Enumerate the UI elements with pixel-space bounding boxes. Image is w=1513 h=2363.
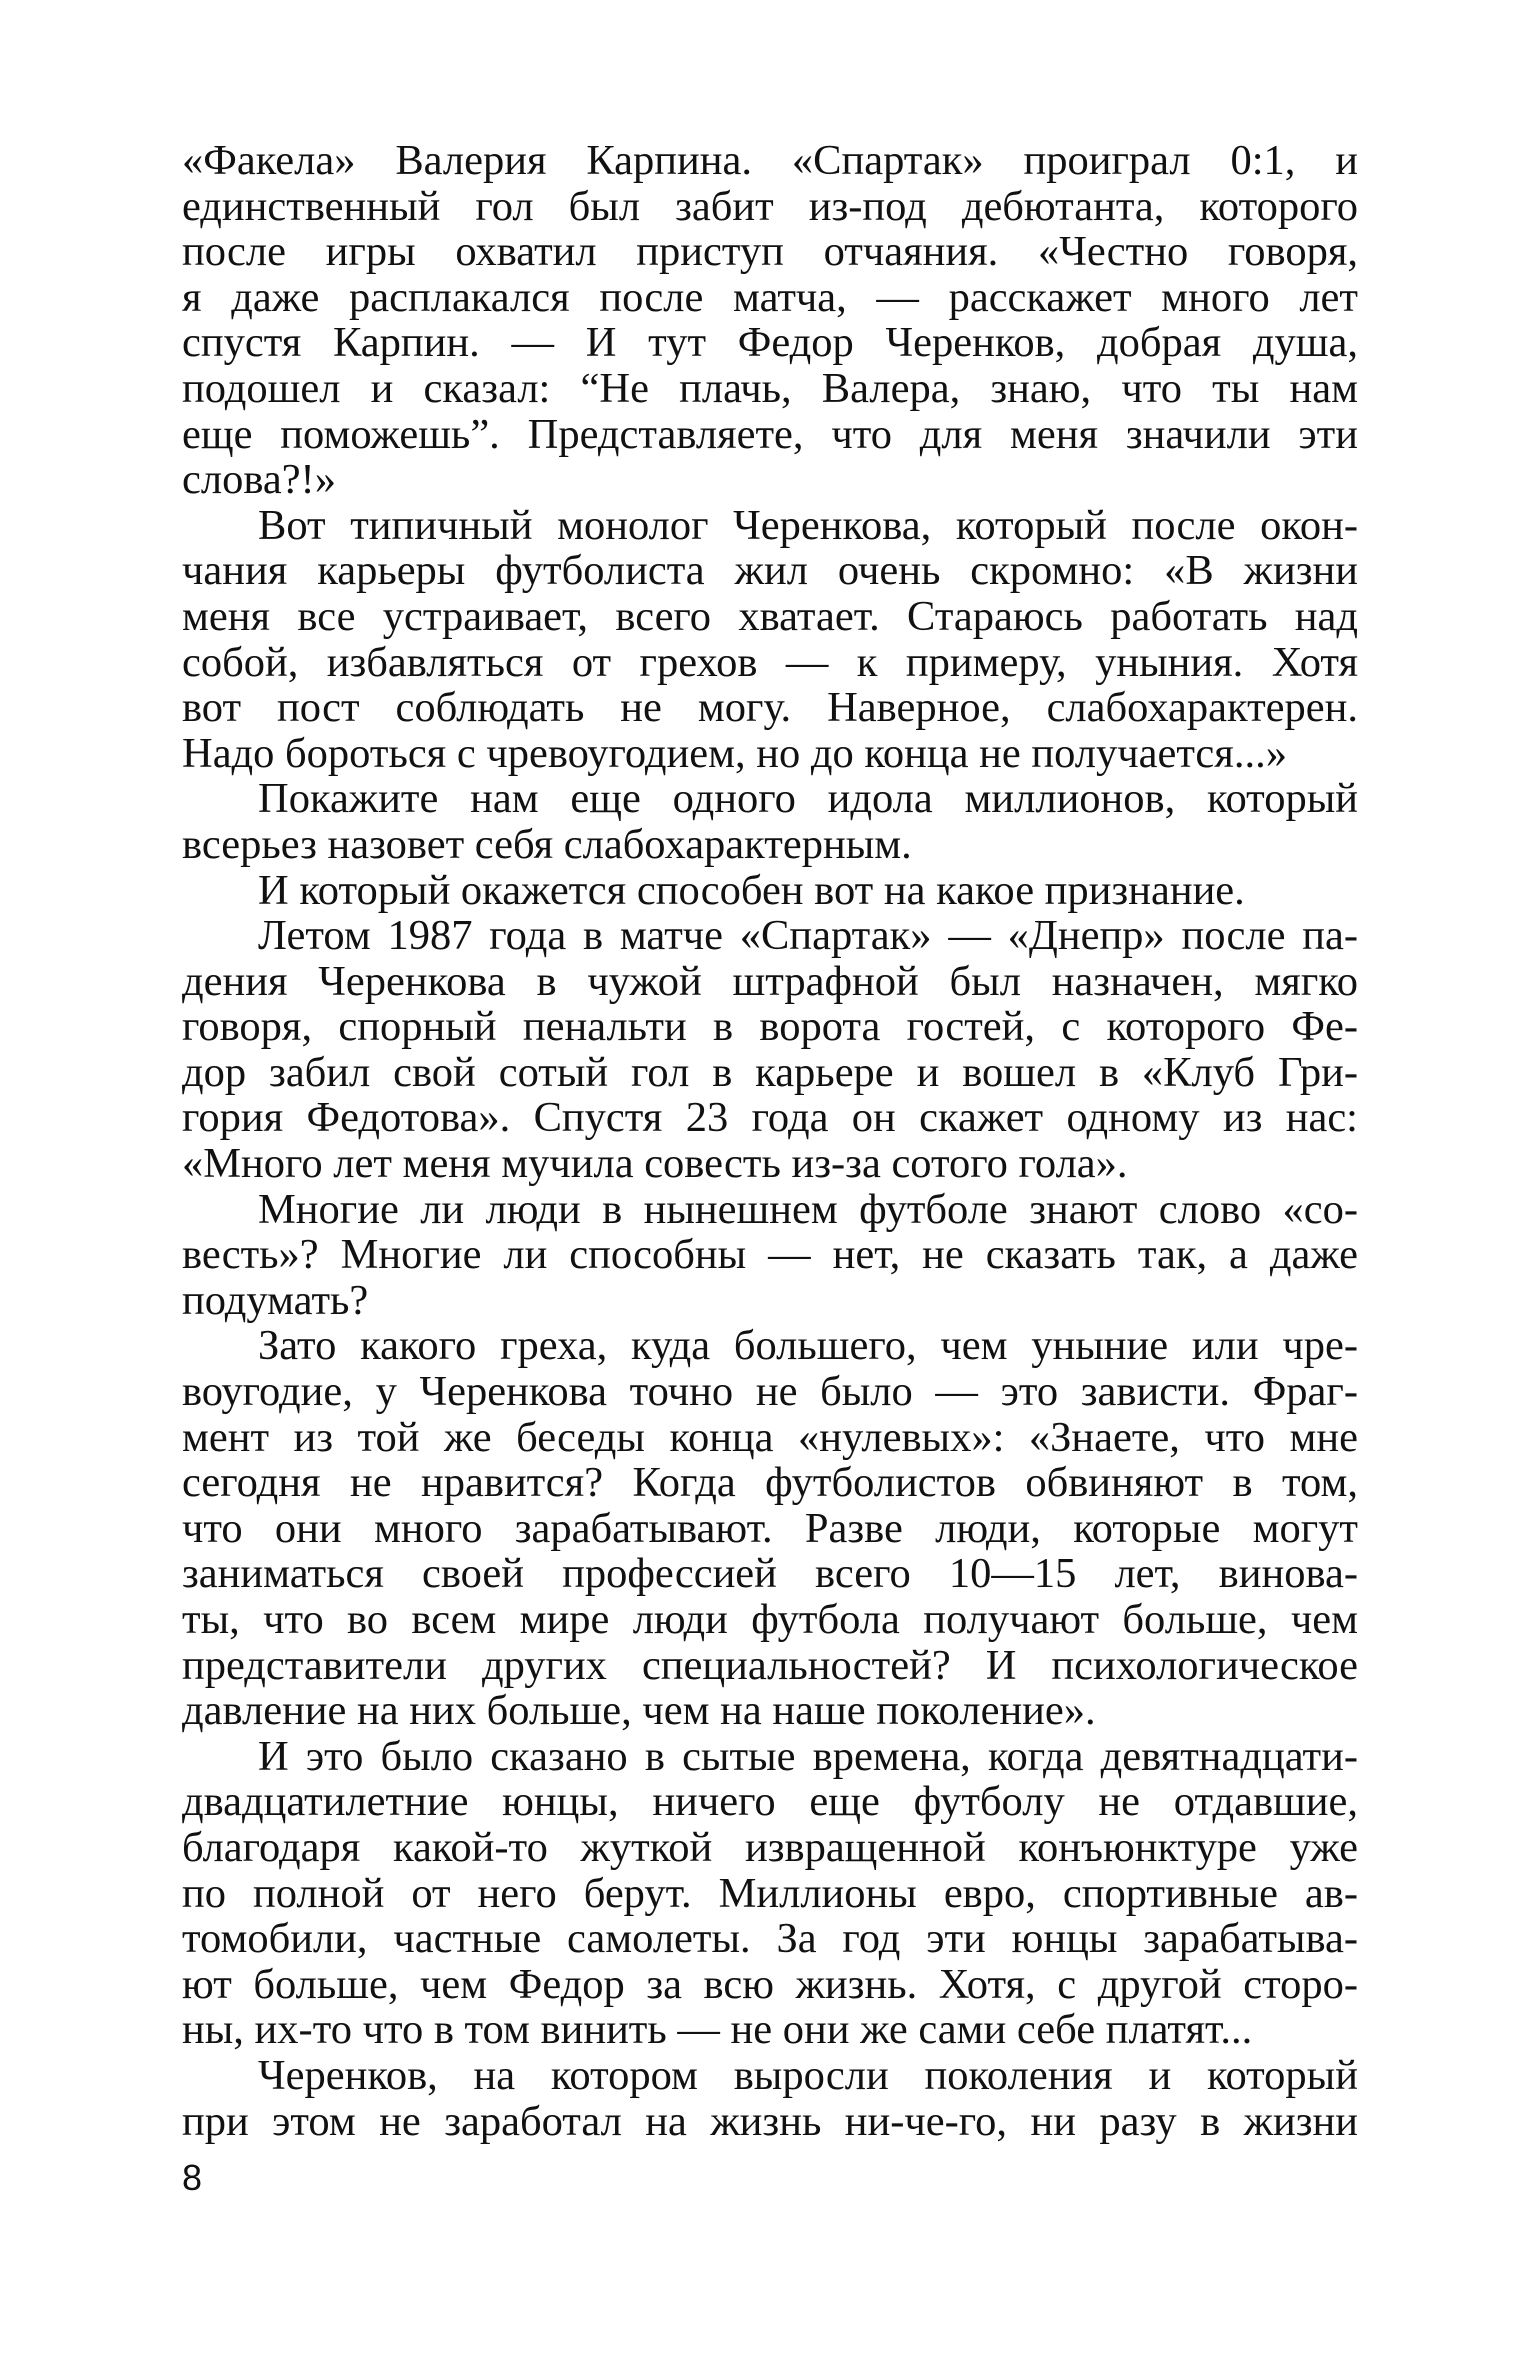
text-line: весть»? Многие ли способны — нет, не сказать так, а даже [182, 1231, 1358, 1279]
text-line: благодаря какой-то жуткой извращенной конъюнктуре уже [182, 1823, 1358, 1871]
text-line: ют больше, чем Федор за всю жизнь. Хотя, с другой сторо- [182, 1960, 1358, 2008]
text-line: чания карьеры футболиста жил очень скромно: «В жизни [182, 547, 1358, 595]
text-line: «Факела» Валерия Карпина. «Спартак» проиграл 0:1, и [182, 137, 1358, 184]
text-line: подумать? [182, 1276, 369, 1324]
text-line: заниматься своей профессией всего 10—15 лет, винова- [182, 1550, 1358, 1598]
text-line: ты, что во всем мире люди футбола получают больше, чем [182, 1596, 1358, 1643]
text-line: что они много зарабатывают. Разве люди, которые могут [182, 1504, 1358, 1552]
text-line: всерьез назовет себя слабохарактерным. [182, 820, 912, 868]
paragraph [182, 1187, 1358, 1324]
text-line: Черенков, на котором выросли поколения и который [258, 2051, 1358, 2099]
text-line: вот пост соблюдать не могу. Наверное, слабохарактерен. [182, 684, 1358, 732]
text-line: Летом 1987 года в матче «Спартак» — «Днепр» после па- [258, 912, 1358, 960]
text-line: еще поможешь”. Представляете, что для меня значили эти [182, 410, 1358, 458]
body-text [182, 138, 1358, 2144]
text-line: после игры охватил приступ отчаяния. «Честно говоря, [182, 228, 1358, 276]
paragraph [182, 913, 1358, 1187]
text-line: сегодня не нравится? Когда футболистов обвиняют в том, [182, 1459, 1358, 1507]
text-line: давление на них больше, чем на наше поколение». [182, 1687, 1096, 1735]
text-line: ны, их-то что в том винить — не они же сами себе платят... [182, 2006, 1253, 2054]
text-line: И это было сказано в сытые времена, когда девятнадцати- [258, 1732, 1358, 1780]
text-line: Многие ли люди в нынешнем футболе знают слово «со- [258, 1185, 1358, 1233]
text-line: по полной от него берут. Миллионы евро, спортивные ав- [182, 1869, 1358, 1917]
text-line: воугодие, у Черенкова точно не было — это зависти. Фраг- [182, 1368, 1358, 1416]
text-line: дения Черенкова в чужой штрафной был назначен, мягко [182, 957, 1358, 1005]
text-line: спустя Карпин. — И тут Федор Черенков, добрая душа, [182, 319, 1358, 367]
paragraph [182, 138, 1358, 503]
text-line: двадцатилетние юнцы, ничего еще футболу не отдавшие, [182, 1778, 1358, 1826]
text-line: единственный гол был забит из-под дебютанта, которого [182, 182, 1358, 230]
paragraph [182, 2053, 1358, 2144]
text-line: при этом не заработал на жизнь ни-че-го, ни разу в жизни [182, 2097, 1358, 2145]
text-line: подошел и сказал: “Не плачь, Валера, знаю, что ты нам [182, 364, 1358, 412]
text-line: Надо бороться с чревоугодием, но до конца не получается...» [182, 729, 1287, 777]
text-line: мент из той же беседы конца «нулевых»: «Знаете, что мне [182, 1413, 1358, 1461]
text-line: дор забил свой сотый гол в карьере и вошел в «Клуб Гри- [182, 1048, 1358, 1096]
text-line: говоря, спорный пенальти в ворота гостей, с которого Фе- [182, 1003, 1358, 1051]
paragraph [182, 503, 1358, 777]
text-line: гория Федотова». Спустя 23 года он скажет одному из нас: [182, 1094, 1358, 1142]
paragraph [182, 868, 1358, 914]
text-line: слова?!» [182, 456, 336, 504]
paragraph [182, 776, 1358, 867]
text-line: представители других специальностей? И психологическое [182, 1641, 1358, 1689]
text-line: я даже расплакался после матча, — расскажет много лет [182, 273, 1358, 321]
paragraph [182, 1734, 1358, 2053]
text-line: Вот типичный монолог Черенкова, который после окон- [258, 501, 1358, 549]
text-line: Зато какого греха, куда большего, чем уныние или чре- [258, 1322, 1358, 1370]
text-line: меня все устраивает, всего хватает. Стараюсь работать над [182, 592, 1358, 640]
text-line: Покажите нам еще одного идола миллионов, который [258, 775, 1358, 823]
paragraph [182, 1323, 1358, 1733]
text-line: собой, избавляться от грехов — к примеру, уныния. Хотя [182, 638, 1358, 686]
text-line: И который окажется способен вот на какое признание. [258, 866, 1245, 914]
page-number: 8 [182, 2157, 203, 2198]
text-line: «Много лет меня мучила совесть из-за сотого гола». [182, 1140, 1128, 1188]
text-line: томобили, частные самолеты. За год эти юнцы зарабатыва- [182, 1915, 1358, 1963]
